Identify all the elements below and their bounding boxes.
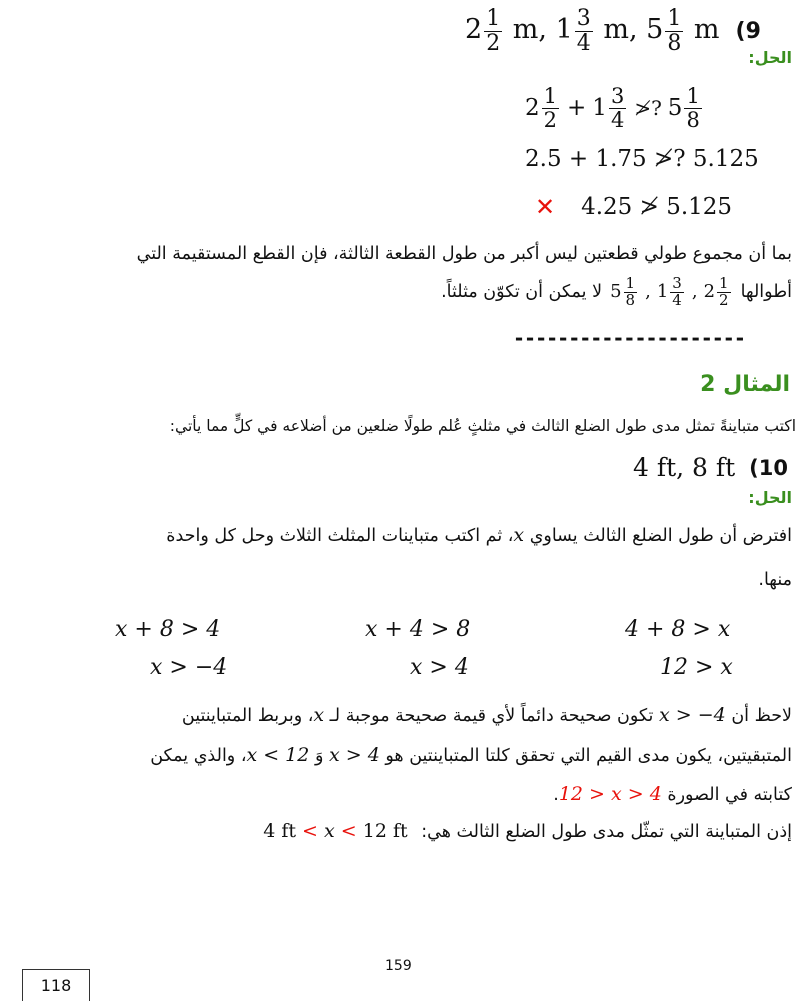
note-line-2: المتبقيتين، يكون مدى القيم التي تحقق كلتا المتباينتين هو x > 4 وَ x < 12، والذي يمكن: [150, 744, 792, 766]
page-box-number: 118: [22, 969, 90, 1001]
equation-decimals: 2.5 + 1.75 ≯? 5.125: [525, 146, 759, 172]
solution-label: الحل:: [748, 48, 792, 67]
inequality-1a: x + 8 > 4: [115, 617, 221, 642]
equation-result: ✕ 4.25 ≯ 5.125: [535, 193, 733, 221]
inequality-2a: x + 4 > 8: [365, 617, 471, 642]
inequality-1b: x > −4: [150, 655, 228, 680]
conclusion-line-1: بما أن مجموع طولي قطعتين ليس أكبر من طول القطعة الثالثة، فإن القطع المستقيمة التي: [136, 244, 792, 264]
cross-mark-icon: ✕: [535, 193, 556, 221]
problem-number: (9: [735, 18, 761, 44]
solution-label-2: الحل:: [748, 488, 792, 507]
final-answer: إذن المتباينة التي تمثّل مدى طول الضلع الثالث هي: 4 ft < x < 12 ft: [263, 820, 792, 842]
note-line-3: كتابته في الصورة 12 > x > 4.: [553, 783, 792, 805]
inequality-3a: 4 + 8 > x: [625, 617, 731, 642]
conclusion-line-2: أطوالها 5 $\frac{1}{8}$ , 1 $\frac{3}{4}$ , 2 $\frac{1}{2}$ لا يمكن أن تكوّن مثلثاً.: [441, 273, 792, 309]
intro-line-2: منها.: [758, 570, 792, 590]
example-title: المثال 2: [700, 372, 790, 397]
note-line-1: لاحظ أن x > −4 تكون صحيحة دائماً لأي قيمة صحيحة موجبة لـ x، وبربط المتباينتين: [181, 704, 792, 726]
equation-mixed-fractions: 2 $\frac{1}{2}$ + 1 $\frac{3}{4}$ ≯? 5 $\frac{1}{8}$: [525, 84, 700, 132]
length-3: 5 $\frac{1}{8}$ m: [646, 6, 720, 56]
length-1: 2 $\frac{1}{2}$ m,: [465, 6, 547, 56]
page-number: 159: [385, 958, 412, 974]
section-divider: ---------------------: [513, 326, 745, 350]
inequality-3b: 12 > x: [660, 655, 733, 680]
example-instruction: اكتب متباينةً تمثل مدى طول الضلع الثالث في مثلثٍ عُلم طولًا ضلعين من أضلاعه في كلٍّ مما يأتي:: [169, 417, 796, 435]
problem-10-statement: 4 ft, 8 ft (10: [632, 453, 788, 482]
problem-9-statement: [465, 6, 795, 56]
length-2: 1 $\frac{3}{4}$ m,: [555, 6, 638, 56]
inequality-2b: x > 4: [410, 655, 469, 680]
intro-line-1: افترض أن طول الضلع الثالث يساوي x، ثم اكتب متباينات المثلث الثلاث وحل كل واحدة: [166, 524, 792, 546]
